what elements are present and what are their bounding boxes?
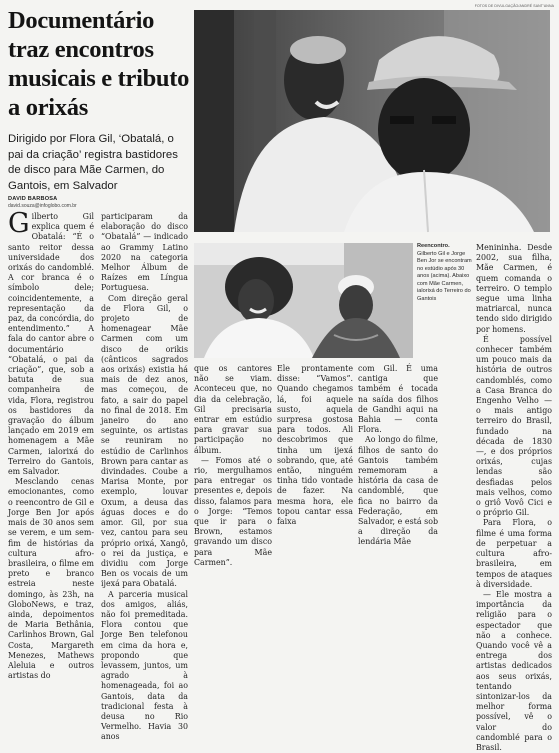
paragraph: Para Flora, o filme é uma forma de perpetuar a cultura afro-brasileira, em tempos de ataques à diversidade. [476, 518, 552, 589]
photo-2-illustration [194, 243, 413, 358]
paragraph: Mesclando cenas emocionantes, como o reencontro de Gil e Jorge Ben Jor após mais de 30 anos sem se verem, e um sem-fim de histórias da cultura afro-brasileira, o filme em preto e branco estreia neste domingo, às 23h, na GloboNews, e traz, ainda, depoimentos de Maria Bethânia, Carlinhos Brown, Gal Costa, Margareth Menezes, Mathews Aleluia e outros artistas do [8, 477, 94, 681]
byline [8, 196, 188, 209]
paragraph: com Gil. É uma cantiga que também é tocada na saída dos filhos de Gandhi aqui na Bahia — conta Flora. [358, 364, 438, 435]
paragraph: participaram da elaboração do disco “Obatalá” — indicado ao Grammy Latino 2020 na categoria Melhor Álbum de Raízes em Língua Portuguesa. [101, 212, 188, 293]
photo-caption [417, 243, 473, 303]
article-column-2 [101, 212, 188, 742]
photo-credit: FOTOS DE DIVULGAÇÃO/ANDRÉ SANT’ANNA [474, 4, 554, 8]
photo-gil-and-jorge-ben-jor [194, 10, 550, 232]
paragraph: A parceria musical dos amigos, aliás, não foi premeditada. Flora contou que Jorge Ben telefonou em cima da hora e, propondo que levassem, juntos, um agrado à homenageada, foi ao Gantois, data da tradicional festa à deusa no Rio Vermelho. Havia 30 anos [101, 589, 188, 742]
paragraph: Ele prontamente disse: “Vamos”. Quando chegamos lá, foi aquele susto, aquela surpresa gostosa para todos. Ali descobrimos que tinha um ijexá sobrando, que, até então, ninguém tinha tido vontade de fazer. Na mesma hora, ele topou cantar essa faixa [277, 364, 353, 527]
author-email: david.souza@infoglobo.com.br [8, 203, 77, 209]
headline: Documentário traz encontros musicais e tributo a orixás [8, 7, 190, 121]
photo-mae-carmen [194, 243, 413, 358]
paragraph: É possível conhecer também um pouco mais da história de outros candomblés, como a Casa Branca do Engenho Velho — o mais antigo terreiro do Brasil, fundado na década de 1830 —, e dos próprios orixás, cujas lendas são desfiadas pelos mais velhos, como o griô Vovô Cici e o próprio Gil. [476, 334, 552, 518]
caption-text: Gilberto Gil e Jorge Ben Jor se encontram no estúdio após 30 anos (acima). Abaixo com Mãe Carmen, ialorixá do Terreiro do Gantois [417, 250, 472, 302]
photo-1-illustration [194, 10, 550, 232]
paragraph: Menininha. Desde 2002, sua filha, Mãe Carmen, é quem comanda o terreiro. O templo segue uma linha matriarcal, nunca tendo sido dirigido por homens. [476, 243, 552, 334]
article-column-5 [358, 364, 438, 547]
subhead: Dirigido por Flora Gil, ‘Obatalá, o pai da criação’ registra bastidores de disco para Mãe Carmen, do Gantois, em Salvador [8, 133, 178, 192]
paragraph: Com direção geral de Flora Gil, o projeto de homenagear Mãe Carmen com um disco de orikis (cânticos sagrados aos orixás) existia há mais de dez anos, mas começou, de fato, a sair do papel no final de 2018. Em janeiro do ano seguinte, os artistas se reuniram no estúdio de Carlinhos Brown para cantar as divindades. Coube a Marisa Monte, por exemplo, louvar Oxum, a deusa das águas doces e do amor. Gil, por sua vez, cantou para seu próprio orixá, Xangô, o rei da justiça, e dividiu com Jorge Ben os vocais de um ijexá para Obatalá. [101, 293, 188, 589]
author-name: DAVID BARBOSA [8, 196, 58, 202]
article-column-1 [8, 208, 94, 681]
paragraph: — Ele mostra a importância da religião para o espectador que não a conhece. Quando você vê a entrega dos artistas dedicados aos seus orixás, tentando sintonizar-los da melhor forma possível, vê o valor do candomblé para o Brasil. [476, 589, 552, 752]
paragraph: que os cantores não se viam. Aconteceu que, no dia da celebração, Gil precisaria entrar em estúdio para gravar sua participação no álbum. [194, 364, 272, 455]
paragraph: Ao longo do filme, filhos de santo do Gantois também rememoram a história da casa de candomblé, que fica no bairro da Federação, em Salvador, e está sob a direção da lendária Mãe [358, 435, 438, 547]
article-column-3 [194, 364, 272, 567]
article-column-4 [277, 364, 353, 527]
article-column-6 [476, 243, 552, 752]
caption-title: Reencontro. [417, 243, 450, 249]
paragraph: — Fomos até o rio, mergulhamos para entregar os presentes e, depois disso, falamos para o Jorge: “Temos que ir para o Brown, estamos gravando um disco para Mãe Carmen”. [194, 455, 272, 567]
paragraph: Gilberto Gil explica quem é Obatalá: “É o santo reitor dessa universidade dos orixás do candomblé. A cor branca é o símbolo dele; coincidentemente, a representação da paz, da concórdia, do entendimento.” A fala do cantor abre o documentário “Obatalá, o pai da criação”, que, sob a batuta de sua companheira de vida, Flora, registrou os bastidores da gravação do álbum lançado em 2019 em homenagem a Mãe Carmen, ialorixá do Terreiro do Gantois, em Salvador. [8, 208, 94, 477]
drop-cap: G [8, 208, 30, 239]
